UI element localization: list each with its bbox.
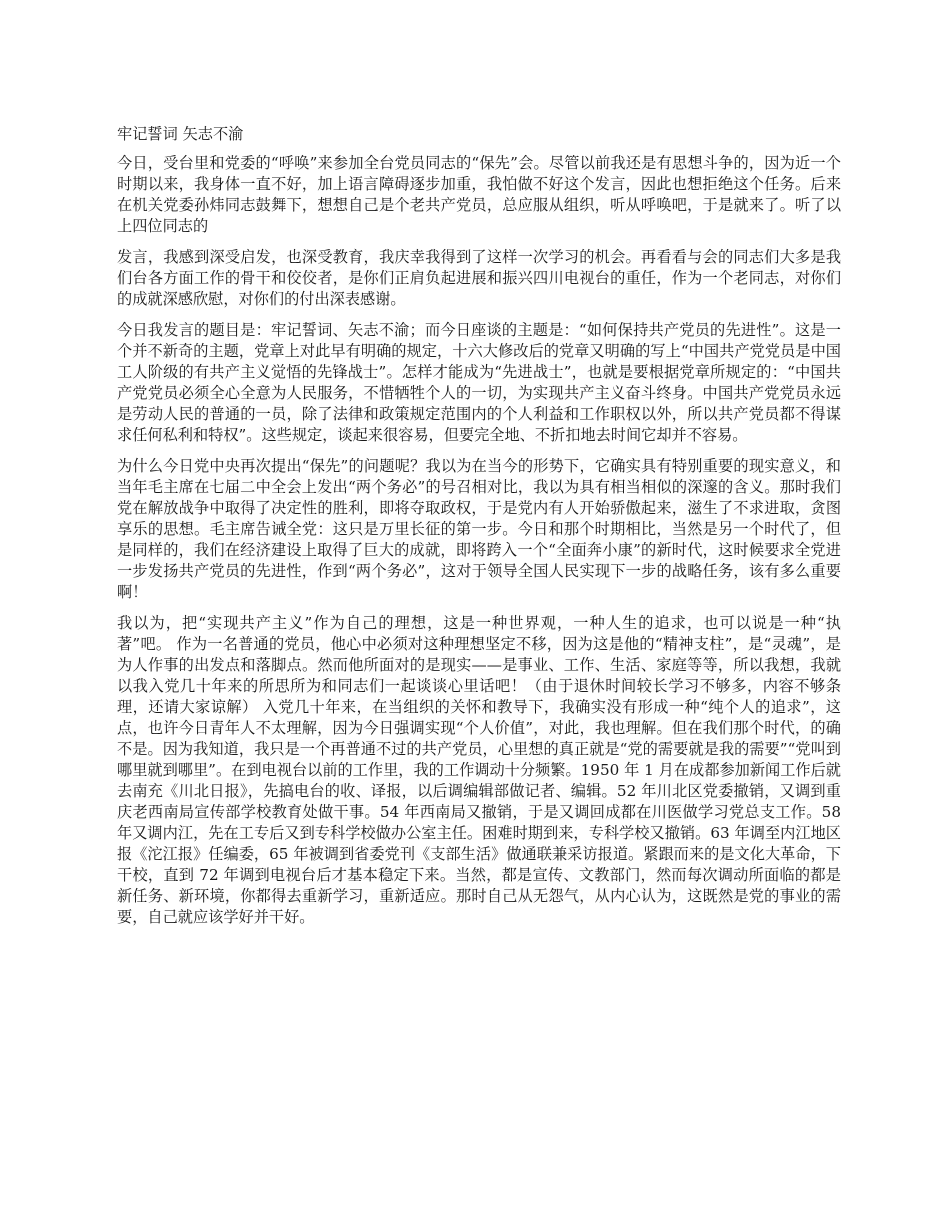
paragraph-2: 发言，我感到深受启发，也深受教育，我庆幸我得到了这样一次学习的机会。再看看与会的同志们大多是我们台各方面工作的骨干和佼佼者，是你们正肩负起进展和振兴四川电视台的重任，作为一个老同志，对你们的成就深感欣慰，对你们的付出深表感谢。	[117, 248, 841, 308]
document-page	[117, 124, 841, 938]
paragraph-3: 今日我发言的题目是：牢记誓词、矢志不渝；而今日座谈的主题是：“如何保持共产党员的先进性”。这是一个并不新奇的主题，党章上对此早有明确的规定，十六大修改后的党章又明确的写上“中国共产党党员是中国工人阶级的有共产主义觉悟的先锋战士”。怎样才能成为“先进战士”，也就是要根据党章所规定的：“中国共产党党员必须全心全意为人民服务，不惜牺牲个人的一切，为实现共产主义奋斗终身。中国共产党党员永远是劳动人民的普通的一员，除了法律和政策规定范围内的个人利益和工作职权以外，所以共产党员都不得谋求任何私利和特权”。这些规定，谈起来很容易，但要完全地、不折扣地去时间它却并不容易。	[117, 321, 841, 444]
paragraph-1: 今日，受台里和党委的“呼唤”来参加全台党员同志的“保先”会。尽管以前我还是有思想斗争的，因为近一个时期以来，我身体一直不好，加上语言障碍逐步加重，我怕做不好这个发言，因此也想拒绝这个任务。后来在机关党委孙炜同志鼓舞下，想想自己是个老共产党员，总应服从组织，听从呼唤吧，于是就来了。听了以上四位同志的	[117, 154, 841, 235]
paragraph-5: 我以为，把“实现共产主义”作为自己的理想，这是一种世界观，一种人生的追求，也可以说是一种“执著”吧。 作为一名普通的党员，他心中必须对这种理想坚定不移，因为这是他的“精神支柱”，是“灵魂”，是为人作事的出发点和落脚点。然而他所面对的是现实——是事业、工作、生活、家庭等等，所以我想，我就以我入党几十年来的所思所为和同志们一起谈谈心里话吧！（由于退休时间较长学习不够多，内容不够条理，还请大家谅解） 入党几十年来，在当组织的关怀和教导下，我确实没有形成一种“纯个人的追求”，这点，也许今日青年人不太理解，因为今日强调实现“个人价值”，对此，我也理解。但在我们那个时代，的确不是。因为我知道，我只是一个再普通不过的共产党员，心里想的真正就是“党的需要就是我的需要”“党叫到哪里就到哪里”。在到电视台以前的工作里，我的工作调动十分频繁。1950 年 1 月在成都参加新闻工作后就去南充《川北日报》，先搞电台的收、译报，以后调编辑部做记者、编辑。52 年川北区党委撤销，又调到重庆老西南局宣传部学校教育处做干事。54 年西南局又撤销，于是又调回成都在川医做学习党总支工作。58 年又调内江，先在工专后又到专科学校做办公室主任。困难时期到来，专科学校又撤销。63 年调至内江地区报《沱江报》任编委，65 年被调到省委党刊《支部生活》做通联兼采访报道。紧跟而来的是文化大革命，下干校，直到 72 年调到电视台后才基本稳定下来。当然，都是宣传、文教部门，然而每次调动所面临的都是新任务、新环境，你都得去重新学习，重新适应。那时自己从无怨气，从内心认为，这既然是党的事业的需要，自己就应该学好并干好。	[117, 614, 841, 926]
paragraph-4: 为什么今日党中央再次提出“保先”的问题呢？我以为在当今的形势下，它确实具有特别重要的现实意义，和当年毛主席在七届二中全会上发出“两个务必”的号召相对比，我以为具有相当相似的深邃的含义。那时我们党在解放战争中取得了决定性的胜利，即将夺取政权，于是党内有人开始骄傲起来，滋生了不求进取，贪图享乐的思想。毛主席告诫全党：这只是万里长征的第一步。今日和那个时期相比，当然是另一个时代了，但是同样的，我们在经济建设上取得了巨大的成就，即将跨入一个“全面奔小康”的新时代，这时候要求全党进一步发扬共产党员的先进性，作到“两个务必”，这对于领导全国人民实现下一步的战略任务，该有多么重要啊！	[117, 457, 841, 601]
document-title: 牢记誓词 矢志不渝	[117, 125, 244, 143]
